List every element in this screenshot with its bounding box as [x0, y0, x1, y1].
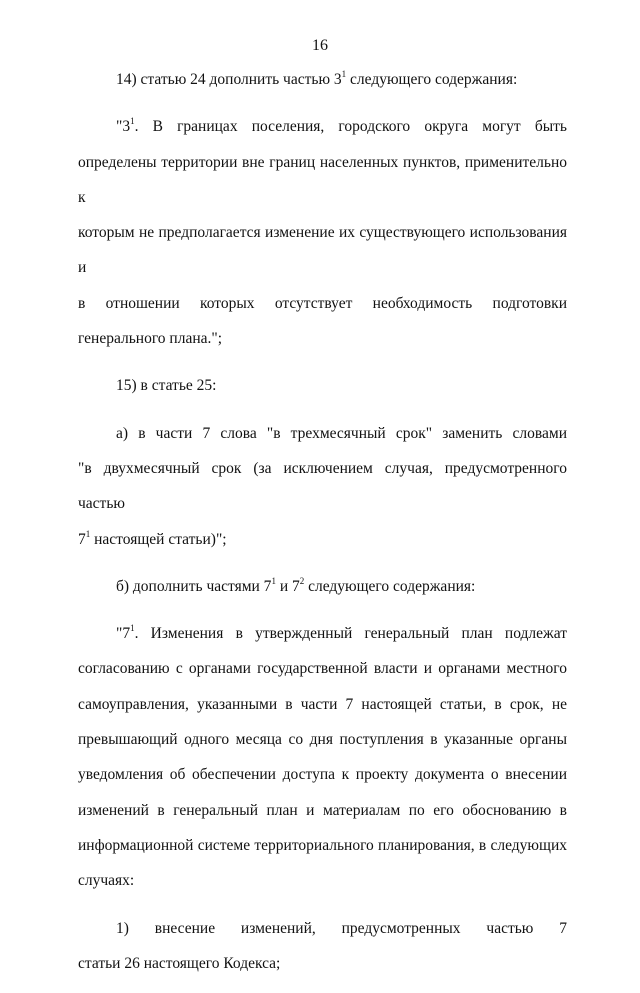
paragraph-text: следующего содержания:	[346, 71, 518, 88]
text-run: б) дополнить частями 7	[116, 577, 272, 595]
text-line: превышающий одного месяца со дня поступления в указанные органы	[78, 731, 567, 749]
text-line: самоуправления, указанными в части 7 настоящей статьи, в срок, не	[78, 695, 567, 713]
text-line	[78, 616, 567, 651]
text-line: генерального плана.";	[78, 330, 223, 348]
text-line: которым не предполагается изменение их существующего использования и	[78, 224, 567, 277]
superscript: 2	[299, 575, 305, 586]
text-line: согласованию с органами государственной власти и органами местного	[78, 660, 567, 678]
text-run: настоящей статьи)";	[90, 530, 227, 548]
superscript: 1	[271, 575, 276, 586]
superscript: 1	[130, 116, 135, 127]
text-line	[78, 522, 567, 557]
text-line	[78, 109, 567, 144]
text-line: уведомления об обеспечении доступа к проекту документа о внесении	[78, 766, 567, 784]
superscript: 1	[130, 623, 135, 634]
list-item-1	[78, 911, 567, 982]
text-run: и 7	[275, 577, 300, 595]
text-line: 1) внесение изменений, предусмотренных частью 7	[116, 919, 567, 937]
quoted-part-3-1	[78, 109, 567, 356]
text-line: определены территории вне границ населенных пунктов, применительно к	[78, 153, 567, 206]
text-run: 7	[78, 530, 86, 548]
text-line: в отношении которых отсутствует необходимость подготовки	[78, 294, 567, 312]
text-run: следующего содержания:	[304, 577, 476, 595]
paragraph-text: 14) статью 24 дополнить частью 3	[116, 71, 342, 88]
text-run: "7	[116, 625, 131, 643]
paragraph-item-a	[78, 416, 567, 557]
text-line: изменений в генеральный план и материалам по его обоснованию в	[78, 801, 567, 819]
paragraph-item-14	[78, 62, 567, 97]
text-line: "в двухмесячный срок (за исключением случая, предусмотренного частью	[78, 459, 567, 513]
page-number: 16	[312, 37, 328, 54]
text-line: информационной системе территориального планирования, в следующих	[78, 836, 567, 854]
superscript: 1	[85, 528, 91, 539]
paragraph-item-15: 15) в статье 25:	[116, 377, 217, 395]
document-body	[78, 62, 567, 993]
text-run: "3	[116, 118, 131, 136]
text-run: . Изменения в утвержденный генеральный план подлежат	[134, 625, 567, 643]
quoted-part-7-1	[78, 616, 567, 898]
superscript: 1	[341, 69, 347, 79]
text-line: статьи 26 настоящего Кодекса;	[78, 954, 281, 972]
text-run: . В границах поселения, городского округа могут быть	[134, 118, 567, 136]
paragraph-item-b	[78, 569, 567, 604]
text-line: случаях:	[78, 872, 135, 890]
text-line: а) в части 7 слова "в трехмесячный срок" заменить словами	[116, 424, 567, 442]
